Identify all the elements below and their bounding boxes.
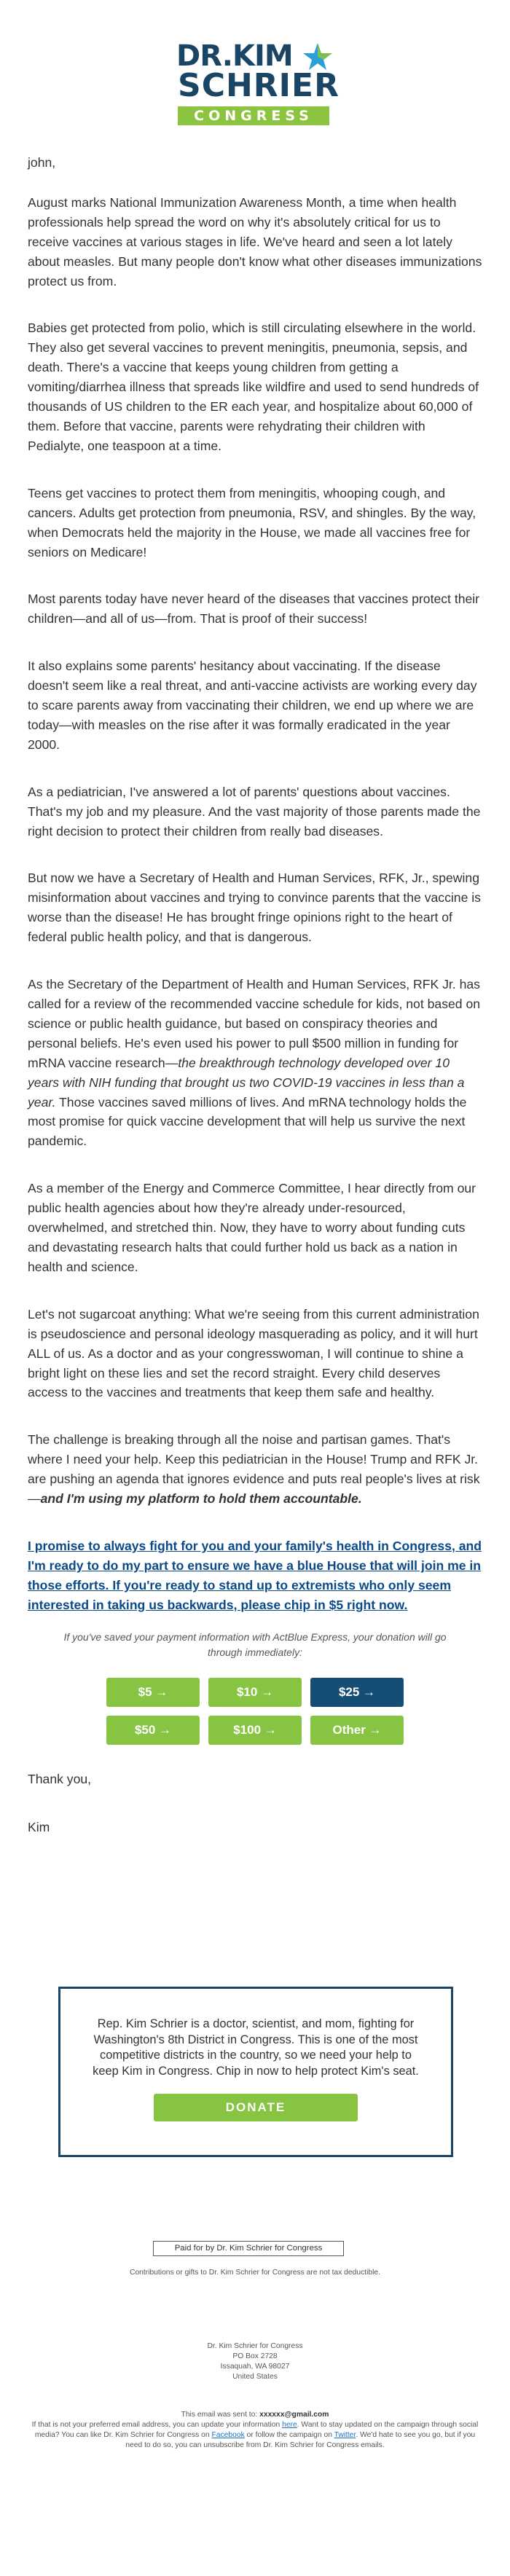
donate-10-button[interactable]: $10 →	[208, 1678, 302, 1707]
paragraph-challenge	[28, 1430, 482, 1509]
sent-to-label: This email was sent to:	[181, 2411, 260, 2419]
facebook-link[interactable]: Facebook	[211, 2431, 245, 2439]
paid-for-disclaimer: Paid for by Dr. Kim Schrier for Congress	[153, 2241, 344, 2256]
donate-5-button[interactable]: $5 →	[106, 1678, 200, 1707]
mrna-text-italic: the breakthrough technology developed over 10 years with NIH funding that brought us two COVID-19 vaccines in less than a year.	[28, 1055, 465, 1110]
paragraph-pediatrician: As a pediatrician, I've answered a lot of parents' questions about vaccines. That's my job and my pleasure. And the vast majority of those parents made the right decision to protect their children from really bad diseases.	[28, 784, 481, 839]
paragraph-immunization-month: August marks National Immunization Awareness Month, a time when health professionals help spread the word on why it's absolutely critical for us to receive vaccines at various stages in life. We've heard and seen a lot lately about measles. But many people don't know what other diseases immunizations protect us from.	[28, 195, 482, 288]
donation-amounts	[106, 1678, 404, 1745]
paragraph-teens-adults: Teens get vaccines to protect them from meningitis, whooping cough, and cancers. Adults get protection from pneumonia, RSV, and shingles. By the way, when Democrats held the majority in the House, we made all vaccines free for seniors on Medicare!	[28, 485, 476, 559]
tax-disclaimer: Contributions or gifts to Dr. Kim Schrier for Congress are not tax deductible.	[130, 2269, 380, 2277]
recipient-email: xxxxxx@gmail.com	[259, 2411, 329, 2419]
paragraph-sugarcoat: Let's not sugarcoat anything: What we're seeing from this current administration is pseudoscience and personal ideology masquerading as policy, and it will hurt ALL of us. As a doctor and as your congresswoman, I will continue to shine a bright light on these lies and set the record straight. Every child deserves access to the vaccines and treatments that keep them safe and healthy.	[28, 1306, 479, 1400]
paragraph-mrna-funding	[28, 975, 482, 1151]
actblue-express-note: If you've saved your payment information with ActBlue Express, your donation will go through immediately:	[63, 1630, 447, 1658]
logo-surname-line: SCHRIER	[178, 67, 340, 104]
paragraph-rfk-misinformation: But now we have a Secretary of Health and Human Services, RFK, Jr., spewing misinformation about vaccines and trying to convince parents that the vaccine is worse than the disease! He has brought fringe opinions right to the heart of federal public health policy, and that is dangerous.	[28, 871, 481, 945]
address-line: Issaquah, WA 98027	[220, 2363, 290, 2371]
donate-100-button[interactable]: $100 →	[208, 1716, 302, 1745]
footer-notice	[29, 2410, 481, 2451]
campaign-logo[interactable]	[176, 39, 340, 124]
logo-name-line: DR.KIM	[176, 39, 293, 73]
mrna-text-tail: Those vaccines saved millions of lives. And mRNA technology holds the most promise for quick vaccine development that will help us survive the next pandemic.	[28, 1094, 467, 1149]
accountable-text: and I'm using my platform to hold them accountable.	[40, 1491, 362, 1507]
donate-50-button[interactable]: $50 →	[106, 1716, 200, 1745]
footer-text: . We'd hate to see you go, but if you need to do so, you can unsubscribe from Dr. Kim Schrier for Congress emails.	[125, 2431, 476, 2449]
paragraph-babies: Babies get protected from polio, which is still circulating elsewhere in the world. They also get several vaccines to prevent meningitis, pneumonia, sepsis, and death. There's a vaccine that keeps young children from getting a vomiting/diarrhea illness that spreads like wildfire and used to send hundreds of thousands of US children to the ER each year, and hospitalize about 60,000 of them. Before that vaccine, parents were rehydrating their children with Pedialyte, one teaspoon at a time.	[28, 321, 479, 453]
footer-links-text	[29, 2420, 481, 2451]
footer-text: If that is not your preferred email address, you can update your information	[31, 2421, 283, 2429]
mrna-text-lead: As the Secretary of the Department of Health and Human Services, RFK Jr. has called for a review of the recommended vaccine schedule for kids, not based on science or public health guidance, but based on conspiracy theories and personal beliefs. He's even used his power to pull $500 million in funding for mRNA vaccine research—	[28, 977, 481, 1070]
mailing-address	[0, 2341, 510, 2382]
challenge-text: The challenge is breaking through all the noise and partisan games. That's where I need your help. Keep this pediatrician in the House! Trump and RFK Jr. are pushing an agenda that ignores evidence and puts real people's lives at risk—	[28, 1432, 480, 1507]
donate-other-button[interactable]: Other →	[310, 1716, 404, 1745]
about-kim-box	[58, 1987, 453, 2157]
about-kim-text: Rep. Kim Schrier is a doctor, scientist, and mom, fighting for Washington's 8th District in Congress. This is one of the most competitive districts in the country, so we need your help to keep Kim in Congress. Chip in now to help protect Kim's seat.	[93, 2017, 419, 2078]
greeting: john,	[28, 155, 56, 170]
footer-text: . Want to stay updated on the campaign through social media? You can like Dr. Kim Schrier for Congress on	[34, 2421, 479, 2439]
signoff-name: Kim	[28, 1820, 50, 1835]
donate-25-button[interactable]: $25 →	[310, 1678, 404, 1707]
address-line: Dr. Kim Schrier for Congress	[207, 2342, 303, 2350]
address-line: PO Box 2728	[232, 2352, 278, 2360]
paragraph-hesitancy: It also explains some parents' hesitancy about vaccinating. If the disease doesn't seem like a real threat, and anti-vaccine activists are working every day to scare parents away from vaccinating their children, we end up where we are today—with measles on the rise after it was formally eradicated in the year 2000.	[28, 659, 477, 752]
footer-text: or follow the campaign on	[244, 2431, 334, 2439]
chip-in-link[interactable]: I promise to always fight for you and your family's health in Congress, and I'm ready to do my part to ensure we have a blue House that will join me in those efforts. If you're ready to stand up to extremists who only seem interested in taking us backwards, please chip in $5 right now.	[28, 1538, 482, 1612]
letter-body	[28, 153, 482, 1866]
sent-to-line	[29, 2410, 481, 2420]
donate-button[interactable]: DONATE	[154, 2094, 358, 2121]
update-info-link[interactable]: here	[282, 2421, 297, 2429]
paragraph-success: Most parents today have never heard of the diseases that vaccines protect their children—and all of us—from. That is proof of their success!	[28, 592, 480, 627]
logo-congress-bar: CONGRESS	[178, 106, 329, 125]
signoff-thanks: Thank you,	[28, 1771, 92, 1786]
twitter-link[interactable]: Twitter	[334, 2431, 356, 2439]
paragraph-energy-commerce: As a member of the Energy and Commerce Committee, I hear directly from our public health agencies about how they're already under-resourced, overwhelmed, and stretched thin. Now, they have to worry about funding cuts and devastating research halts that could further hold us back as a nation in health and science.	[28, 1181, 476, 1274]
address-line: United States	[232, 2373, 278, 2381]
